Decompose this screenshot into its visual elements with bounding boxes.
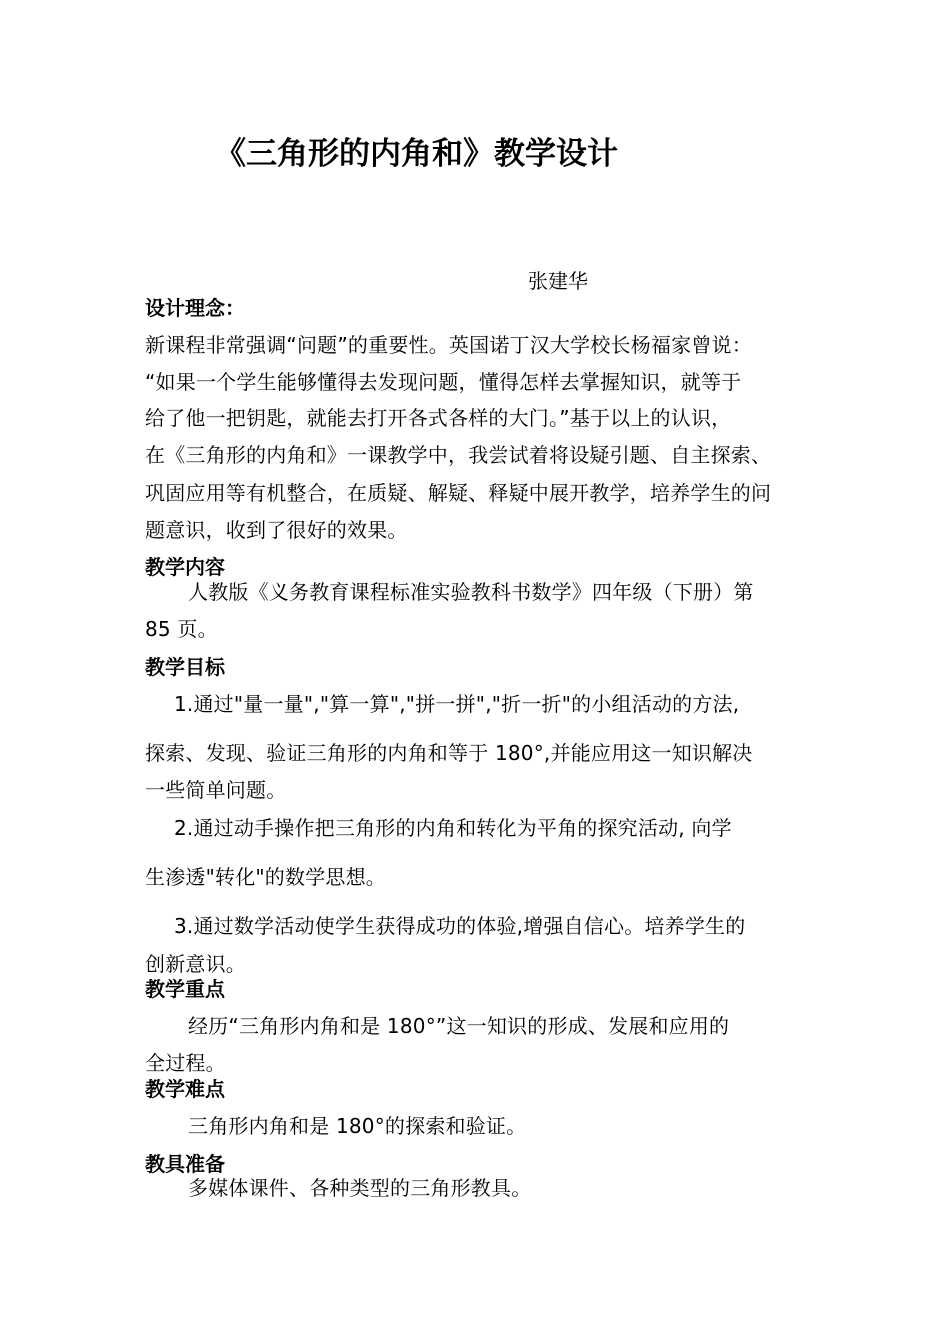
concept-line: 在《三角形的内角和》一课教学中，我尝试着将设疑引题、自主探索、 — [145, 443, 772, 467]
content-line: 85 页。 — [145, 617, 218, 641]
goal-line: 一些简单问题。 — [145, 778, 287, 802]
section-heading-difficulty: 教学难点 — [145, 1077, 225, 1101]
concept-line: 新课程非常强调“问题”的重要性。英国诺丁汉大学校长杨福家曾说： — [145, 333, 752, 357]
section-heading-goals: 教学目标 — [145, 655, 225, 679]
goal-line: 探索、发现、验证三角形的内角和等于 180°,并能应用这一知识解决 — [145, 741, 753, 765]
section-heading-content: 教学内容 — [145, 555, 225, 579]
document-title: 《三角形的内角和》教学设计 — [215, 136, 618, 172]
goal-line: 创新意识。 — [145, 952, 246, 976]
concept-line: 给了他一把钥匙，就能去打开各式各样的大门。”基于以上的认识， — [145, 406, 732, 430]
key-point-line: 全过程。 — [145, 1051, 226, 1075]
key-point-line: 经历“三角形内角和是 180°”这一知识的形成、发展和应用的 — [188, 1014, 730, 1038]
goal-line: 2.通过动手操作把三角形的内角和转化为平角的探究活动, 向学 — [174, 816, 732, 840]
tools-line: 多媒体课件、各种类型的三角形教具。 — [188, 1176, 532, 1200]
section-heading-tools: 教具准备 — [145, 1152, 225, 1176]
author-name: 张建华 — [528, 269, 588, 293]
concept-line: “如果一个学生能够懂得去发现问题，懂得怎样去掌握知识，就等于 — [145, 370, 742, 394]
section-heading-concept: 设计理念： — [145, 296, 245, 320]
content-line: 人教版《义务教育课程标准实验教科书数学》四年级（下册）第 — [188, 580, 754, 604]
concept-line: 巩固应用等有机整合，在质疑、解疑、释疑中展开教学，培养学生的问 — [145, 481, 772, 505]
goal-line: 生渗透"转化"的数学思想。 — [145, 865, 386, 889]
difficulty-line: 三角形内角和是 180°的探索和验证。 — [188, 1114, 527, 1138]
goal-line: 3.通过数学活动使学生获得成功的体验,增强自信心。培养学生的 — [174, 914, 746, 938]
section-heading-key-point: 教学重点 — [145, 977, 225, 1001]
goal-line: 1.通过"量一量","算一算","拼一拼","折一折"的小组活动的方法, — [174, 692, 740, 716]
concept-line: 题意识，收到了很好的效果。 — [145, 518, 408, 542]
